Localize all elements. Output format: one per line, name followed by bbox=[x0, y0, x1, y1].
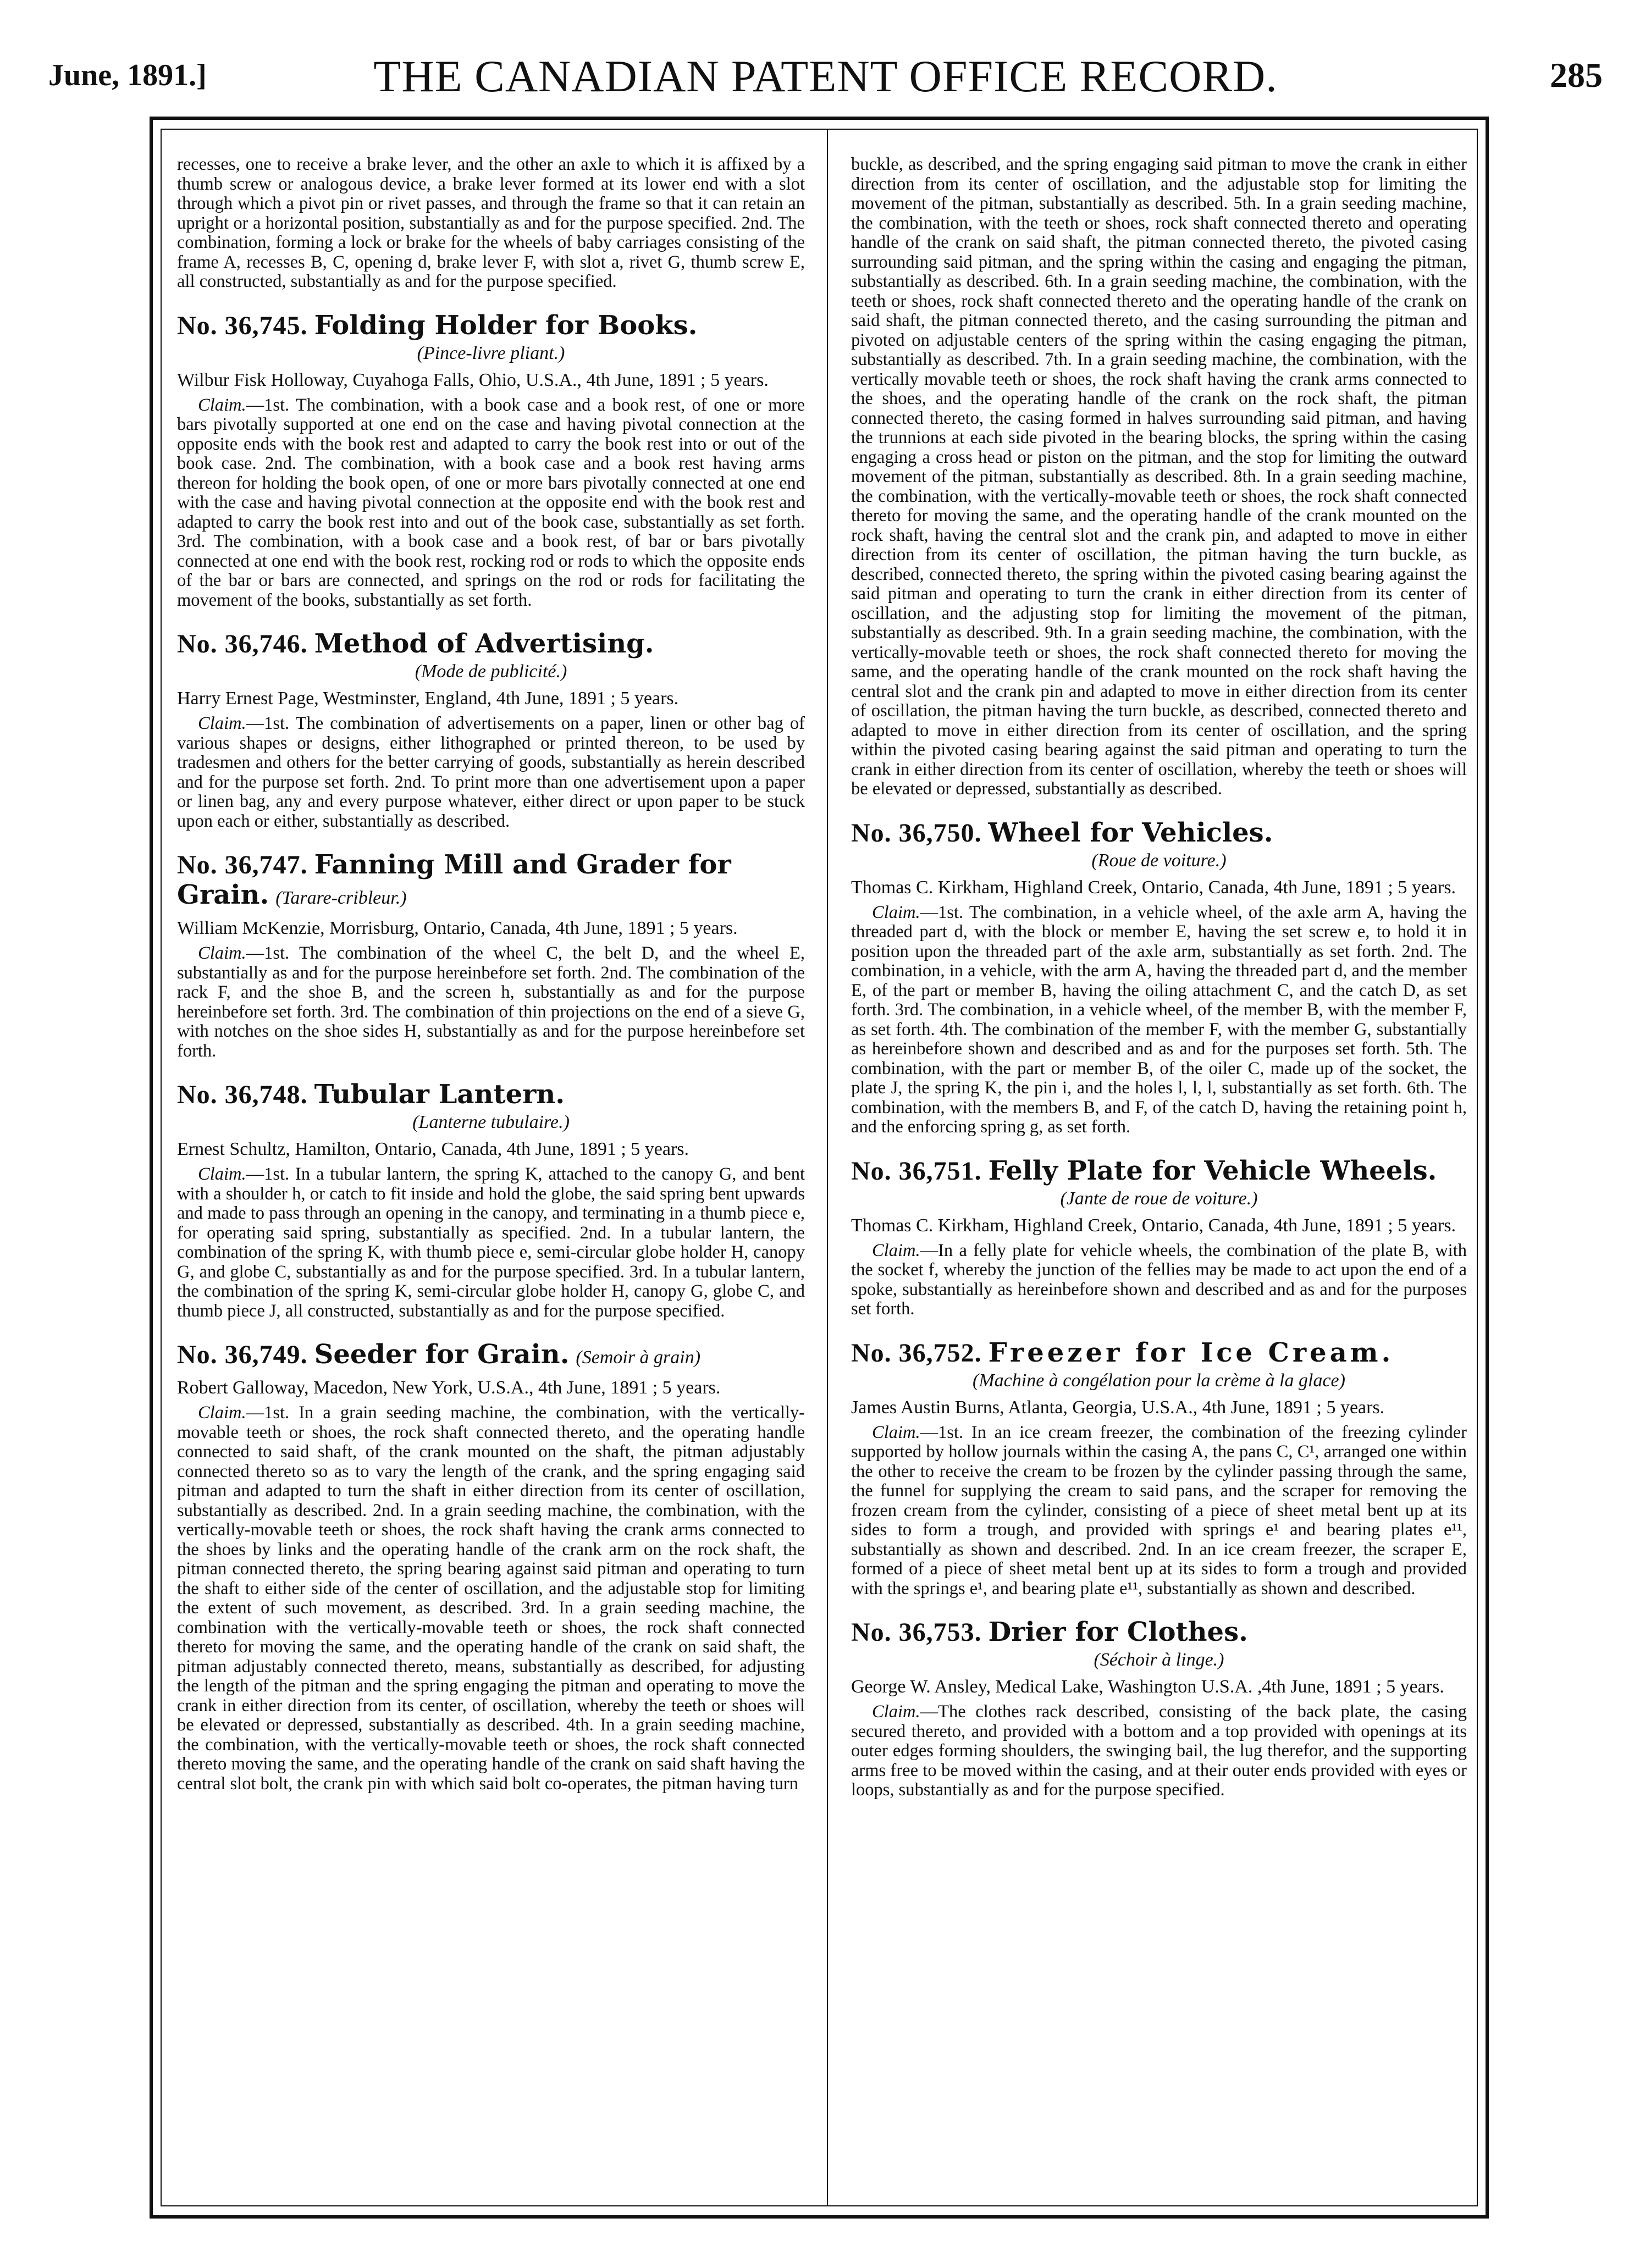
patent-entry-36750 bbox=[851, 818, 1467, 1137]
patentee-line: Thomas C. Kirkham, Highland Creek, Ontario, Canada, 4th June, 1891 ; 5 years. bbox=[851, 1215, 1456, 1236]
claim-body: —1st. In a grain seeding machine, the combination, with the vertically-movable teeth or shoes, the rock shaft connected thereto, and the operating handle connected to said shaft, of the crank mounted on the shaft, the pitman adjustably connected thereto so as to vary the length of the crank, and the spring engaging said pitman and adapted to turn the shaft in either direction from its center of oscillation, substantially as described. 2nd. In a grain seeding machine, the combination, with the vertically-movable teeth or shoes, the rock shaft having the crank arms connected to the shoes by links and the operating handle of the crank arm on the rock shaft, the pitman connected thereto, the spring bearing against said pitman and operating to turn the shaft to either side of the center of oscillation, and the adjustable stop for limiting the extent of such movement, as described. 3rd. In a grain seeding machine, the combination with the vertically-movable teeth or shoes, the rock shaft connected thereto for moving the same, and the operating handle of the crank on said shaft, the pitman adjustably connected thereto, means, substantially as described, for adjusting the length of the pitman and the spring engaging the pitman and operating to move the crank in either direction from its center, of oscillation, whereby the teeth or shoes will be elevated or depressed, substantially as described. 4th. In a grain seeding machine, the combination, with the vertically-movable teeth or shoes, the rock shaft connected thereto moving the same, and the operating handle of the crank on said shaft having the central slot bolt, the crank pin with which said bolt co-operates, the pitman having turn bbox=[177, 1403, 805, 1794]
patent-number: No. 36,747. bbox=[177, 850, 308, 879]
french-title: (Mode de publicité.) bbox=[415, 661, 567, 682]
patent-number: No. 36,750. bbox=[851, 818, 982, 848]
patent-number: No. 36,751. bbox=[851, 1156, 982, 1186]
left-column bbox=[177, 155, 805, 2189]
claim-label: Claim. bbox=[198, 713, 246, 733]
patentee-line: Wilbur Fisk Holloway, Cuyahoga Falls, Ohio, U.S.A., 4th June, 1891 ; 5 years. bbox=[177, 369, 769, 390]
claim-text bbox=[851, 1241, 1467, 1319]
patent-number: No. 36,748. bbox=[177, 1080, 308, 1109]
column-divider bbox=[827, 129, 828, 2206]
patent-title: Folding Holder for Books. bbox=[314, 309, 698, 341]
claim-label: Claim. bbox=[872, 1702, 920, 1722]
patent-heading bbox=[177, 850, 805, 913]
patent-heading bbox=[851, 1617, 1467, 1647]
claim-label: Claim. bbox=[872, 1422, 920, 1442]
patent-entry-36752 bbox=[851, 1338, 1467, 1599]
patent-heading bbox=[177, 629, 805, 659]
patent-number: No. 36,745. bbox=[177, 311, 308, 340]
claim-label: Claim. bbox=[198, 1164, 246, 1184]
claim-label: Claim. bbox=[872, 1240, 920, 1260]
patentee-line: Ernest Schultz, Hamilton, Ontario, Canada, 4th June, 1891 ; 5 years. bbox=[177, 1139, 689, 1159]
patent-heading bbox=[177, 1340, 805, 1373]
claim-body: —1st. The combination of the wheel C, the belt D, and the wheel E, substantially as and for the purpose hereinbefore set forth. 2nd. The combination of the rack F, and the shoe B, and the screen h, substantially as and for the purpose hereinbefore set forth. 3rd. The combination of thin projections on the end of a sieve G, with notches on the shoe sides H, substantially as and for the purpose hereinbefore set forth. bbox=[177, 943, 805, 1061]
claim-body: —1st. The combination of advertisements on a paper, linen or other bag of various shapes or designs, either lithographed or printed thereon, to be used by tradesmen and others for the better carrying of goods, substantially as herein described and for the purpose set forth. 2nd. To print more than one advertisement upon a paper or linen bag, any and every purpose whatever, either direct or upon paper to be stuck upon each or either, substantially as described. bbox=[177, 713, 805, 831]
patent-number: No. 36,746. bbox=[177, 629, 308, 659]
patentee-line: Robert Galloway, Macedon, New York, U.S.A., 4th June, 1891 ; 5 years. bbox=[177, 1378, 721, 1398]
claim-label: Claim. bbox=[198, 395, 246, 415]
french-title: (Roue de voiture.) bbox=[1091, 850, 1227, 871]
patent-title: Felly Plate for Vehicle Wheels. bbox=[988, 1155, 1437, 1186]
patent-title: Drier for Clothes. bbox=[988, 1617, 1248, 1647]
claim-label: Claim. bbox=[872, 902, 920, 922]
continued-claim-text: buckle, as described, and the spring engaging said pitman to move the crank in either direction from its center of oscillation, and the adjustable stop for limiting the movement of the pitman, substantially as described. 5th. In a grain seeding machine, the combination, with the teeth or shoes, rock shaft connected thereto and operating handle of the crank on said shaft, the pitman connected thereto, the pivoted casing surrounding said pitman, and the spring within the casing and engaging the pitman, substantially as described. 6th. In a grain seeding machine, the combination, with the teeth or shoes, rock shaft connected thereto and the operating handle of the crank on said shaft, the pitman connected thereto, and the casing surrounding the pitman and pivoted on adjustable centers of the spring within the casing engaging the pitman, substantially as described. 7th. In a grain seeding machine, the combination, with the vertically movable teeth or shoes, the rock shaft having the crank arms connected to the shoes, and the operating handle of the crank on the rock shaft, the pitman connected thereto, the casing formed in halves surrounding said pitman, and having the trunnions at each side pivoted in the bearing blocks, the spring within the casing engaging a cross head or piston on the pitman, and the stop for limiting the outward movement of the pitman, substantially as described. 8th. In a grain seeding machine, the combination, with the vertically-movable teeth or shoes, the rock shaft connected thereto for moving the same, and the operating handle of the crank mounted on the rock shaft, having the central slot and the crank pin, and adapted to move in either direction from its center of oscillation, the pitman having the turn buckle, as described, connected thereto, the spring within the pivoted casing bearing against the said pitman and operating to turn the crank in either direction from its center of oscillation, and the adjusting stop for limiting the movement of the pitman, substantially as described. 9th. In a grain seeding machine, the combination, with the vertically-movable teeth or shoes, the rock shaft connected thereto for moving the same, and the operating handle of the crank mounted on the rock shaft having the central slot and the crank pin and adapted to move in either direction from its center of oscillation, the pitman having the turn buckle, as described, connected thereto and adapted to move in either direction from its center of oscillation, and the spring within the pivoted casing bearing against the said pitman and operating to turn the crank in either direction from its center of oscillation, whereby the teeth or shoes will be elevated or depressed, substantially as described. bbox=[851, 155, 1467, 799]
issue-date: June, 1891.] bbox=[48, 58, 207, 92]
french-title: (Lanterne tubulaire.) bbox=[412, 1112, 570, 1132]
patent-number: No. 36,752. bbox=[851, 1338, 982, 1368]
claim-text bbox=[177, 1403, 805, 1794]
claim-text bbox=[851, 1423, 1467, 1599]
patentee-line: George W. Ansley, Medical Lake, Washington U.S.A. ,4th June, 1891 ; 5 years. bbox=[851, 1677, 1444, 1697]
claim-text bbox=[177, 714, 805, 831]
patent-title: Freezer for Ice Cream. bbox=[988, 1337, 1394, 1368]
patentee-line: Harry Ernest Page, Westminster, England, 4th June, 1891 ; 5 years. bbox=[177, 688, 679, 709]
continued-claim-text: recesses, one to receive a brake lever, and the other an axle to which it is affixed by a thumb screw or analogous device, a brake lever formed at its lower end with a slot through which a pivot pin or rivet passes, and through the frame so that it can retain an upright or a horizontal position, substantially as and for the purpose specified. 2nd. The combination, forming a lock or brake for the wheels of baby carriages consisting of the frame A, recesses B, C, opening d, brake lever F, with slot a, rivet G, thumb screw E, all constructed, substantially as and for the purpose specified. bbox=[177, 155, 805, 291]
patent-entry-36745 bbox=[177, 311, 805, 611]
claim-text bbox=[177, 1165, 805, 1321]
patentee-line: Thomas C. Kirkham, Highland Creek, Ontario, Canada, 4th June, 1891 ; 5 years. bbox=[851, 877, 1456, 898]
patent-title: Wheel for Vehicles. bbox=[988, 817, 1273, 848]
claim-text bbox=[851, 903, 1467, 1137]
journal-title: THE CANADIAN PATENT OFFICE RECORD. bbox=[373, 51, 1278, 101]
patent-title: Fanning Mill and Grader for Grain. bbox=[177, 849, 731, 910]
french-title: (Jante de roue de voiture.) bbox=[1060, 1188, 1258, 1209]
patentee-line: James Austin Burns, Atlanta, Georgia, U.S.A., 4th June, 1891 ; 5 years. bbox=[851, 1397, 1385, 1418]
claim-text bbox=[177, 944, 805, 1061]
page-header bbox=[0, 0, 1651, 104]
claim-label: Claim. bbox=[198, 1403, 246, 1423]
patent-entry-36747 bbox=[177, 850, 805, 1061]
patent-entry-36746 bbox=[177, 629, 805, 831]
patent-entry-36749 bbox=[177, 1340, 805, 1794]
patent-entry-36753 bbox=[851, 1617, 1467, 1800]
french-title: (Pince-livre pliant.) bbox=[417, 342, 565, 363]
patent-heading bbox=[851, 1156, 1467, 1186]
claim-text bbox=[851, 1702, 1467, 1800]
page-number: 285 bbox=[1550, 56, 1603, 95]
patent-heading bbox=[851, 1338, 1467, 1368]
french-title: (Séchoir à linge.) bbox=[1094, 1650, 1224, 1670]
patent-title: Method of Advertising. bbox=[314, 628, 654, 659]
patent-number: No. 36,753. bbox=[851, 1618, 982, 1647]
patent-heading bbox=[851, 818, 1467, 848]
claim-body: —In a felly plate for vehicle wheels, the combination of the plate B, with the socket f, whereby the junction of the fellies may be made to act upon the end of a spoke, substantially as hereinbefore shown and described and as and for the purposes set forth. bbox=[851, 1240, 1467, 1319]
claim-body: —1st. In an ice cream freezer, the combination of the freezing cylinder supported by hollow journals within the casing A, the pans C, C¹, arranged one within the other to receive the cream to be frozen by the cylinder passing through the same, the funnel for supplying the cream to said pans, and the scraper for removing the frozen cream from the cylinder, consisting of a piece of sheet metal bent up at its sides to form a trough, and provided with springs e¹ and bearing plates e¹¹, substantially as shown and described. 2nd. In an ice cream freezer, the scraper E, formed of a piece of sheet metal bent up at its sides to form a trough and provided with the springs e¹, and bearing plate e¹¹, substantially as shown and described. bbox=[851, 1422, 1467, 1598]
claim-body: —1st. The combination, in a vehicle wheel, of the axle arm A, having the threaded part d, with the block or member E, having the set screw e, to hold it in position upon the threaded part of the axle arm, substantially as set forth. 2nd. The combination, in a vehicle, with the arm A, having the threaded part d, and the member E, of the part or member B, having the oiling attachment C, and the catch D, as set forth. 3rd. The combination, in a vehicle wheel, of the member B, with the member F, as set forth. 4th. The combination of the member F, with the member G, substantially as hereinbefore shown and described and as and for the purposes set forth. 5th. The combination, with the part or member B, of the oiler C, made up of the socket, the plate J, the spring K, the pin i, and the holes l, l, l, substantially as set forth. 6th. The combination, with the members B, and F, of the catch D, having the retaining point h, and the enforcing spring g, as set forth. bbox=[851, 902, 1467, 1137]
patent-title: Seeder for Grain. bbox=[314, 1339, 570, 1370]
patent-heading bbox=[177, 1080, 805, 1110]
right-column bbox=[851, 155, 1467, 2189]
patent-entry-36748 bbox=[177, 1080, 805, 1321]
claim-body: —1st. The combination, with a book case and a book rest, of one or more bars pivotally supported at one end on the case and having pivotal connection at the opposite ends with the book rest and adapted to carry the book rest into or out of the book case. 2nd. The combination, with a book case and a book rest having arms thereon for holding the book open, of one or more bars pivotally connected at one end with the case and having pivotal connection at the opposite end with the book rest and adapted to carry the book rest into and out of the book case, substantially as set forth. 3rd. The combination, with a book case and a book rest, of bar or bars pivotally connected at one end with the book rest, rocking rod or rods to which the opposite ends of the bar or bars are connected, and springs on the rod or rods for facilitating the movement of the books, substantially as set forth. bbox=[177, 395, 805, 610]
claim-body: —1st. In a tubular lantern, the spring K, attached to the canopy G, and bent with a shoulder h, or catch to fit inside and hold the globe, the said spring bent upwards and made to pass through an opening in the canopy, and terminating in a thumb piece e, for operating said spring, substantially as specified. 2nd. In a tubular lantern, the combination of the spring K, with thumb piece e, semi-circular globe holder H, canopy G, and globe C, substantially as and for the purpose specified. 3rd. In a tubular lantern, the combination of the spring K, semi-circular globe holder H, canopy G, globe C, and thumb piece J, all constructed, substantially as and for the purpose specified. bbox=[177, 1164, 805, 1321]
claim-label: Claim. bbox=[198, 943, 246, 963]
patentee-line: William McKenzie, Morrisburg, Ontario, Canada, 4th June, 1891 ; 5 years. bbox=[177, 918, 738, 938]
patent-title: Tubular Lantern. bbox=[314, 1079, 565, 1110]
patent-number: No. 36,749. bbox=[177, 1340, 308, 1369]
patent-entry-36751 bbox=[851, 1156, 1467, 1319]
claim-text bbox=[177, 396, 805, 611]
french-title: (Machine à congélation pour la crème à la glace) bbox=[973, 1370, 1345, 1391]
french-title-inline: (Tarare-cribleur.) bbox=[275, 888, 407, 908]
claim-body: —The clothes rack described, consisting of the back plate, the casing secured thereto, and provided with a bottom and a top provided with openings at its outer edges forming shoulders, the swinging bail, the lug therefor, and the supporting arms free to be moved within the casing, and at their outer ends provided with eyes or loops, substantially as and for the purpose specified. bbox=[851, 1702, 1467, 1800]
french-title-inline: (Semoir à grain) bbox=[576, 1347, 701, 1368]
patent-heading bbox=[177, 311, 805, 341]
